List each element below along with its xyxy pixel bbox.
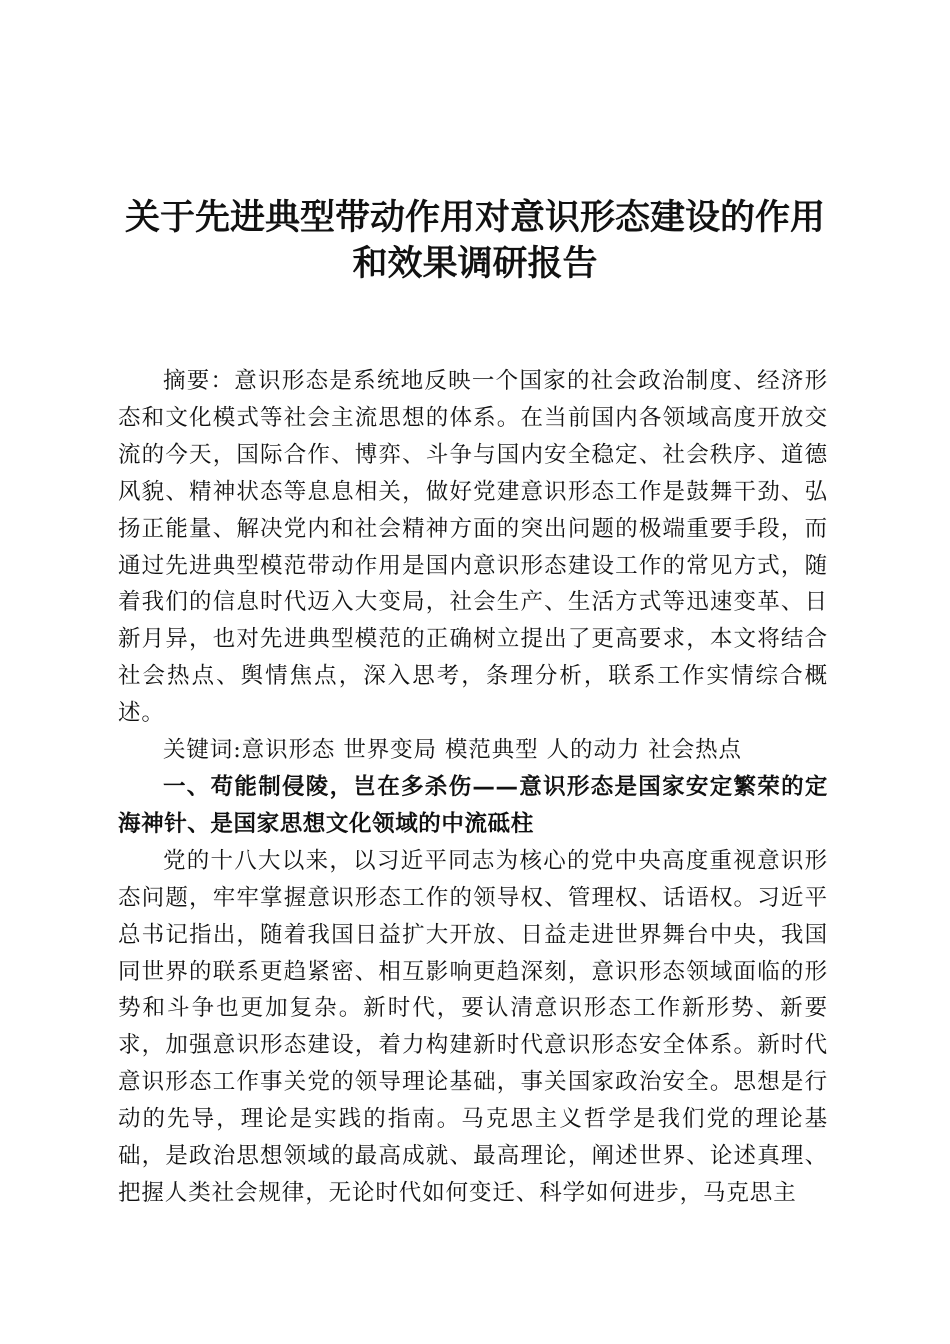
section-1-paragraph: 党的十八大以来，以习近平同志为核心的党中央高度重视意识形态问题，牢牢掌握意识形态工作的领导权、管理权、话语权。习近平总书记指出，随着我国日益扩大开放、日益走进世界舞台中央，我国同世界的联系更趋紧密、相互影响更趋深刻，意识形态领域面临的形势和斗争也更加复杂。新时代，要认清意识形态工作新形势、新要求，加强意识形态建设，着力构建新时代意识形态安全体系。新时代意识形态工作事关党的领导理论基础，事关国家政治安全。思想是行动的先导，理论是实践的指南。马克思主义哲学是我们党的理论基础，是政治思想领域的最高成就、最高理论，阐述世界、论述真理、把握人类社会规律，无论时代如何变迁、科学如何进步，马克思主 [118, 847, 828, 1206]
document-title-line-2: 和效果调研报告 [352, 243, 598, 284]
document-body [118, 363, 828, 1212]
document-title-line-1: 关于先进典型带动作用对意识形态建设的作用 [124, 197, 825, 238]
section-heading-1: 一、苟能制侵陵，岂在多杀伤——意识形态是国家安定繁荣的定海神针、是国家思想文化领域的中流砥柱 [118, 773, 828, 837]
abstract-paragraph: 摘要：意识形态是系统地反映一个国家的社会政治制度、经济形态和文化模式等社会主流思想的体系。在当前国内各领域高度开放交流的今天，国际合作、博弈、斗争与国内安全稳定、社会秩序、道德风貌、精神状态等息息相关，做好党建意识形态工作是鼓舞干劲、弘扬正能量、解决党内和社会精神方面的突出问题的极端重要手段，而通过先进典型模范带动作用是国内意识形态建设工作的常见方式，随着我们的信息时代迈入大变局，社会生产、生活方式等迅速变革、日新月异，也对先进典型模范的正确树立提出了更高要求，本文将结合社会热点、舆情焦点，深入思考，条理分析，联系工作实情综合概述。 [118, 368, 828, 727]
keywords-line: 关键词:意识形态 世界变局 模范典型 人的动力 社会热点 [163, 737, 742, 764]
